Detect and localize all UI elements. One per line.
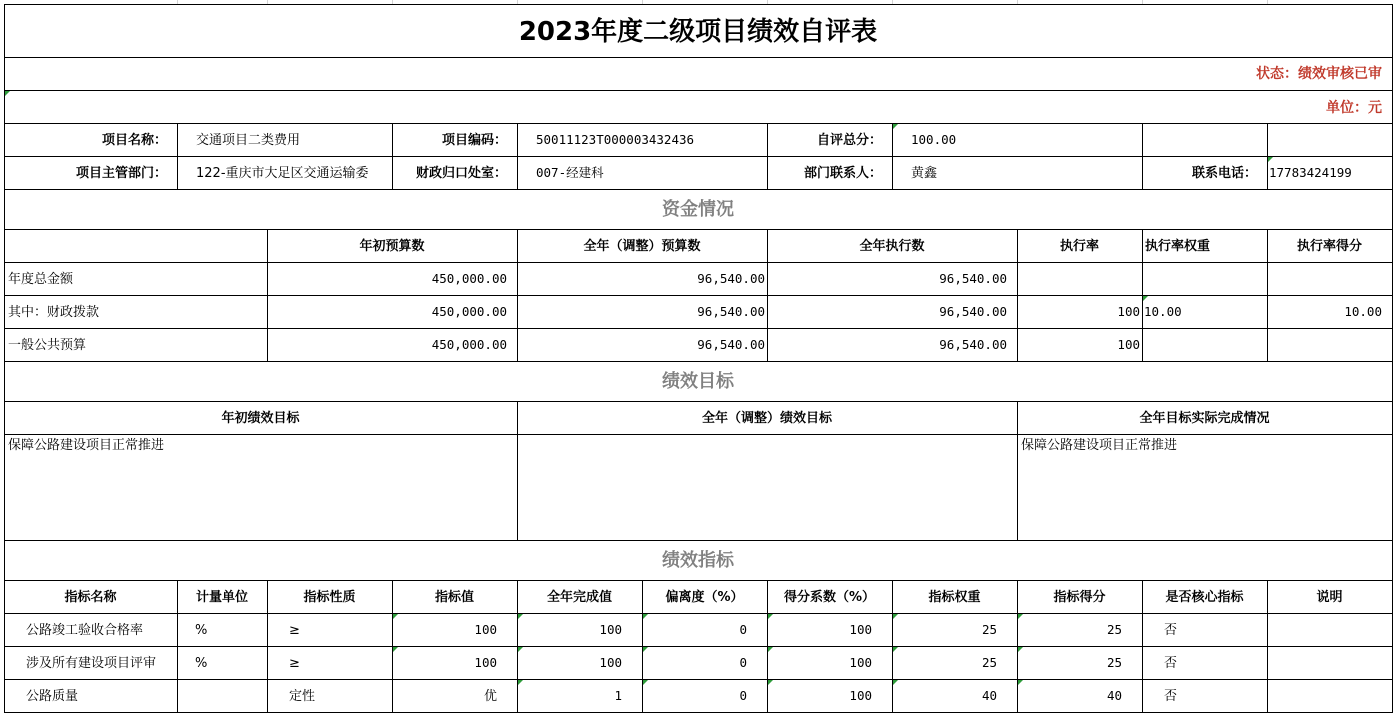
- funds-row-label: 其中：财政拨款: [8, 305, 100, 320]
- indicator-cell[interactable]: [177, 680, 267, 713]
- indicators-section-title: 绩效指标: [662, 550, 734, 571]
- indicator-cell[interactable]: 否: [1164, 623, 1178, 638]
- indicator-cell[interactable]: 否: [1164, 656, 1178, 671]
- goal-actual-text[interactable]: 保障公路建设项目正常推进: [1021, 438, 1178, 453]
- dept-label: 项目主管部门：: [75, 166, 167, 181]
- funds-cell[interactable]: 450,000.00: [431, 304, 507, 320]
- goals-header: 全年目标实际完成情况: [1139, 411, 1270, 426]
- contact-label: 部门联系人：: [803, 166, 882, 181]
- grid-line: [1017, 229, 1018, 362]
- indicator-cell[interactable]: 25: [981, 622, 997, 638]
- indicator-cell[interactable]: %: [195, 656, 208, 671]
- indicator-cell[interactable]: ≥: [289, 623, 300, 638]
- cell-marker: [1018, 647, 1023, 652]
- total-score-label: 自评总分：: [816, 133, 882, 148]
- dept-value[interactable]: 122-重庆市大足区交通运输委: [196, 166, 369, 181]
- grid-line: [4, 57, 1393, 58]
- funds-section-title: 资金情况: [662, 199, 734, 220]
- cell-marker: [768, 647, 773, 652]
- indicator-header: 得分系数（%）: [783, 590, 876, 605]
- grid-line: [1267, 229, 1268, 362]
- grid-line: [1017, 401, 1018, 541]
- indicator-cell[interactable]: 25: [1106, 622, 1122, 638]
- grid-line: [4, 229, 1393, 230]
- cell-marker: [643, 614, 648, 619]
- funds-cell[interactable]: [1267, 329, 1392, 362]
- indicator-cell[interactable]: 0: [739, 622, 747, 638]
- funds-header: 执行率: [1059, 239, 1099, 254]
- phone-label: 联系电话：: [1191, 166, 1257, 181]
- funds-row-label: 一般公共预算: [8, 338, 87, 353]
- indicator-header: 说明: [1316, 590, 1343, 605]
- funds-cell[interactable]: 10.00: [1344, 304, 1382, 320]
- grid-line: [4, 712, 1393, 713]
- grid-line: [4, 262, 1393, 263]
- cell-marker: [893, 647, 898, 652]
- grid-line: [177, 580, 178, 713]
- indicator-header: 指标值: [434, 590, 474, 605]
- indicator-cell[interactable]: 100: [849, 655, 872, 671]
- indicator-cell[interactable]: 1: [614, 688, 622, 704]
- grid-line: [1267, 580, 1268, 713]
- indicator-cell[interactable]: 优: [483, 689, 497, 704]
- project-code-value[interactable]: 50011123T000003432436: [536, 132, 695, 148]
- project-name-value[interactable]: 交通项目二类费用: [196, 133, 301, 148]
- funds-header: 执行率得分: [1296, 239, 1362, 254]
- indicator-cell[interactable]: 100: [474, 655, 497, 671]
- cell-marker: [768, 680, 773, 685]
- cell-marker: [518, 647, 523, 652]
- grid-line: [517, 401, 518, 541]
- indicator-cell[interactable]: 100: [849, 688, 872, 704]
- cell-marker: [643, 680, 648, 685]
- indicator-header: 计量单位: [195, 590, 248, 605]
- indicator-cell[interactable]: 100: [599, 622, 622, 638]
- grid-line: [1142, 123, 1143, 190]
- grid-line: [4, 361, 1393, 362]
- grid-line: [4, 679, 1393, 680]
- funds-header: 年初预算数: [359, 239, 425, 254]
- funds-header: 全年（调整）预算数: [583, 239, 701, 254]
- indicator-header: 偏离度（%）: [665, 590, 744, 605]
- grid-line: [4, 646, 1393, 647]
- indicator-cell[interactable]: %: [195, 623, 208, 638]
- indicator-cell[interactable]: 100: [849, 622, 872, 638]
- funds-cell[interactable]: 96,540.00: [697, 271, 765, 287]
- grid-line: [1142, 580, 1143, 713]
- cell-marker: [518, 680, 523, 685]
- goals-header: 年初绩效目标: [221, 411, 300, 426]
- page-title: 2023年度二级项目绩效自评表: [518, 17, 878, 47]
- cell-marker: [893, 680, 898, 685]
- cell-marker: [393, 614, 398, 619]
- indicator-name: 公路质量: [26, 689, 79, 704]
- goals-section-title: 绩效目标: [662, 371, 734, 392]
- indicator-header: 指标权重: [928, 590, 981, 605]
- goal-initial-text[interactable]: 保障公路建设项目正常推进: [8, 438, 165, 453]
- cell-marker: [1018, 680, 1023, 685]
- unit-text: 单位：元: [1326, 99, 1382, 116]
- indicator-header: 指标名称: [64, 590, 117, 605]
- grid-line: [4, 123, 1393, 124]
- funds-cell[interactable]: 96,540.00: [697, 304, 765, 320]
- funds-cell[interactable]: 450,000.00: [431, 271, 507, 287]
- indicator-cell[interactable]: 定性: [289, 689, 316, 704]
- indicator-cell[interactable]: [1267, 680, 1392, 713]
- indicator-cell[interactable]: 40: [1106, 688, 1122, 704]
- funds-cell[interactable]: 100: [1117, 337, 1140, 353]
- indicator-cell[interactable]: 0: [739, 655, 747, 671]
- cell-marker: [393, 647, 398, 652]
- grid-line: [4, 613, 1393, 614]
- goal-adjusted-text[interactable]: [517, 435, 1017, 541]
- status-text: 状态：绩效审核已审: [1256, 66, 1382, 82]
- phone-value[interactable]: 17783424199: [1269, 165, 1352, 181]
- indicator-cell[interactable]: 100: [599, 655, 622, 671]
- indicator-cell[interactable]: 40: [981, 688, 997, 704]
- grid-line: [4, 189, 1393, 190]
- indicator-name: 涉及所有建设项目评审: [26, 656, 157, 671]
- grid-line: [4, 580, 1393, 581]
- contact-value[interactable]: 黄鑫: [911, 166, 938, 181]
- indicator-cell[interactable]: 25: [981, 655, 997, 671]
- grid-line: [1392, 4, 1393, 713]
- funds-cell[interactable]: 96,540.00: [939, 271, 1007, 287]
- indicator-header: 全年完成值: [546, 590, 612, 605]
- cell-marker: [1268, 157, 1273, 162]
- grid-line: [4, 434, 1393, 435]
- funds-header: 执行率权重: [1145, 239, 1211, 254]
- grid-line: [4, 90, 1393, 91]
- grid-line: [267, 229, 268, 362]
- indicator-cell[interactable]: 否: [1164, 689, 1178, 704]
- grid-line: [767, 123, 768, 190]
- funds-row-label: 年度总金额: [8, 272, 74, 287]
- cell-marker: [1018, 614, 1023, 619]
- cell-marker: [893, 124, 898, 129]
- indicator-header: 指标性质: [303, 590, 356, 605]
- funds-cell[interactable]: 450,000.00: [431, 337, 507, 353]
- funds-cell[interactable]: [1142, 263, 1267, 296]
- indicator-cell[interactable]: 100: [474, 622, 497, 638]
- indicator-name: 公路竣工验收合格率: [26, 623, 144, 638]
- indicator-header: 是否核心指标: [1165, 590, 1244, 605]
- indicator-cell[interactable]: 0: [739, 688, 747, 704]
- finance-label: 财政归口处室：: [415, 166, 507, 181]
- funds-header: 全年执行数: [859, 239, 925, 254]
- grid-line: [267, 580, 268, 713]
- funds-cell[interactable]: 96,540.00: [939, 337, 1007, 353]
- cell-marker: [768, 614, 773, 619]
- grid-line: [4, 401, 1393, 402]
- grid-line: [4, 540, 1393, 541]
- project-code-label: 项目编码：: [441, 133, 507, 148]
- grid-line: [392, 123, 393, 190]
- funds-cell[interactable]: [1142, 329, 1267, 362]
- grid-line: [892, 123, 893, 190]
- indicator-header: 指标得分: [1053, 590, 1106, 605]
- indicator-cell[interactable]: [1267, 614, 1392, 647]
- grid-line: [4, 328, 1393, 329]
- funds-cell[interactable]: 100: [1117, 304, 1140, 320]
- grid-line: [517, 229, 518, 362]
- grid-line: [4, 4, 5, 713]
- indicator-cell[interactable]: 25: [1106, 655, 1122, 671]
- cell-marker: [643, 647, 648, 652]
- grid-line: [4, 4, 1393, 5]
- goals-header: 全年（调整）绩效目标: [701, 411, 832, 426]
- funds-cell[interactable]: 10.00: [1144, 304, 1182, 320]
- grid-line: [517, 123, 518, 190]
- finance-value[interactable]: 007-经建科: [536, 165, 604, 181]
- grid-line: [767, 229, 768, 362]
- cell-marker: [518, 614, 523, 619]
- funds-cell[interactable]: 96,540.00: [697, 337, 765, 353]
- funds-cell[interactable]: 96,540.00: [939, 304, 1007, 320]
- indicator-cell[interactable]: [1267, 647, 1392, 680]
- grid-line: [4, 156, 1393, 157]
- grid-line: [4, 295, 1393, 296]
- total-score-value[interactable]: 100.00: [911, 132, 957, 148]
- cell-marker: [1143, 296, 1148, 301]
- cell-marker: [5, 91, 10, 96]
- project-name-label: 项目名称：: [101, 133, 167, 148]
- indicator-cell[interactable]: ≥: [289, 656, 300, 671]
- cell-marker: [893, 614, 898, 619]
- funds-cell[interactable]: [1017, 263, 1142, 296]
- funds-cell[interactable]: [1267, 263, 1392, 296]
- grid-line: [177, 123, 178, 190]
